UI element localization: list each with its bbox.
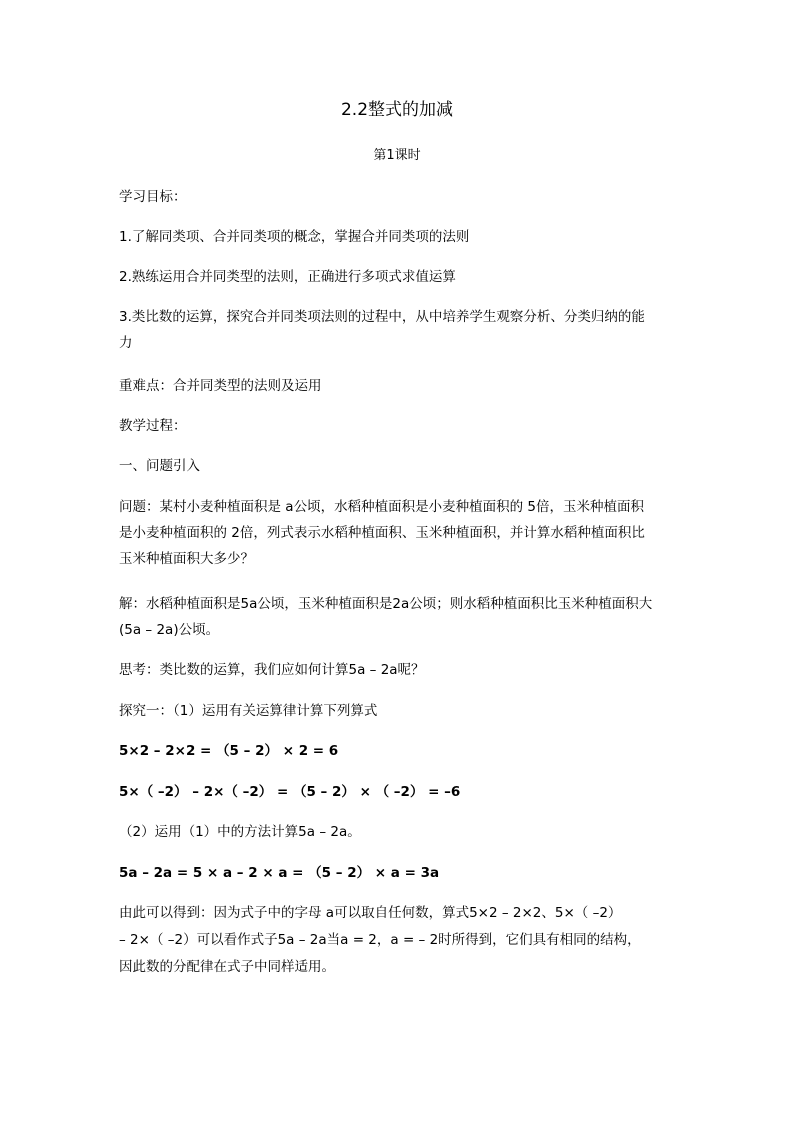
conclusion-line-3: 因此数的分配律在式子中同样适用。 xyxy=(119,959,335,975)
teaching-process-heading: 教学过程： xyxy=(119,418,187,434)
goal-item-2: 2.熟练运用合并同类型的法则，正确进行多项式求值运算 xyxy=(119,269,456,285)
equation-3: 5a – 2a = 5 × a – 2 × a = （5 – 2） × a = 3a xyxy=(119,865,440,881)
conclusion-line-1: 由此可以得到：因为式子中的字母 a可以取自任何数，算式5×2 – 2×2、5×（ –2） xyxy=(119,905,622,921)
section-heading-intro: 一、问题引入 xyxy=(119,458,200,474)
goal-item-3: 3.类比数的运算，探究合并同类项法则的过程中，从中培养学生观察分析、分类归纳的能 xyxy=(119,309,645,325)
thinking-question: 思考：类比数的运算，我们应如何计算5a – 2a呢？ xyxy=(119,662,425,678)
equation-2: 5×（ –2） – 2×（ –2） = （5 – 2） × （ –2） = –6 xyxy=(119,784,461,800)
exploration-part-2: （2）运用（1）中的方法计算5a – 2a。 xyxy=(119,824,361,840)
problem-line-3: 玉米种植面积大多少？ xyxy=(119,551,254,567)
key-points: 重难点：合并同类型的法则及运用 xyxy=(119,378,322,394)
solution-line-1: 解：水稻种植面积是5a公顷，玉米种植面积是2a公顷；则水稻种植面积比玉米种植面积大 xyxy=(119,596,653,612)
lesson-subtitle: 第1课时 xyxy=(373,148,421,163)
solution-line-2: (5a – 2a)公顷。 xyxy=(119,622,220,638)
problem-line-1: 问题：某村小麦种植面积是 a公顷，水稻种植面积是小麦种植面积的 5倍，玉米种植面积 xyxy=(119,499,644,515)
equation-1: 5×2 – 2×2 = （5 – 2） × 2 = 6 xyxy=(119,743,339,759)
conclusion-line-2: – 2×（ –2）可以看作式子5a – 2a当a = 2，a = – 2时所得到，它们具有相同的结构， xyxy=(119,932,641,948)
document-title: 2.2整式的加减 xyxy=(340,100,454,120)
problem-line-2: 是小麦种植面积的 2倍，列式表示水稻种植面积、玉米种植面积，并计算水稻种植面积比 xyxy=(119,525,645,541)
exploration-heading: 探究一：（1）运用有关运算律计算下列算式 xyxy=(119,703,378,719)
goal-item-1: 1.了解同类项、合并同类项的概念，掌握合并同类项的法则 xyxy=(119,229,470,245)
goal-item-3-continued: 力 xyxy=(119,335,133,351)
learning-goals-heading: 学习目标： xyxy=(119,189,187,205)
